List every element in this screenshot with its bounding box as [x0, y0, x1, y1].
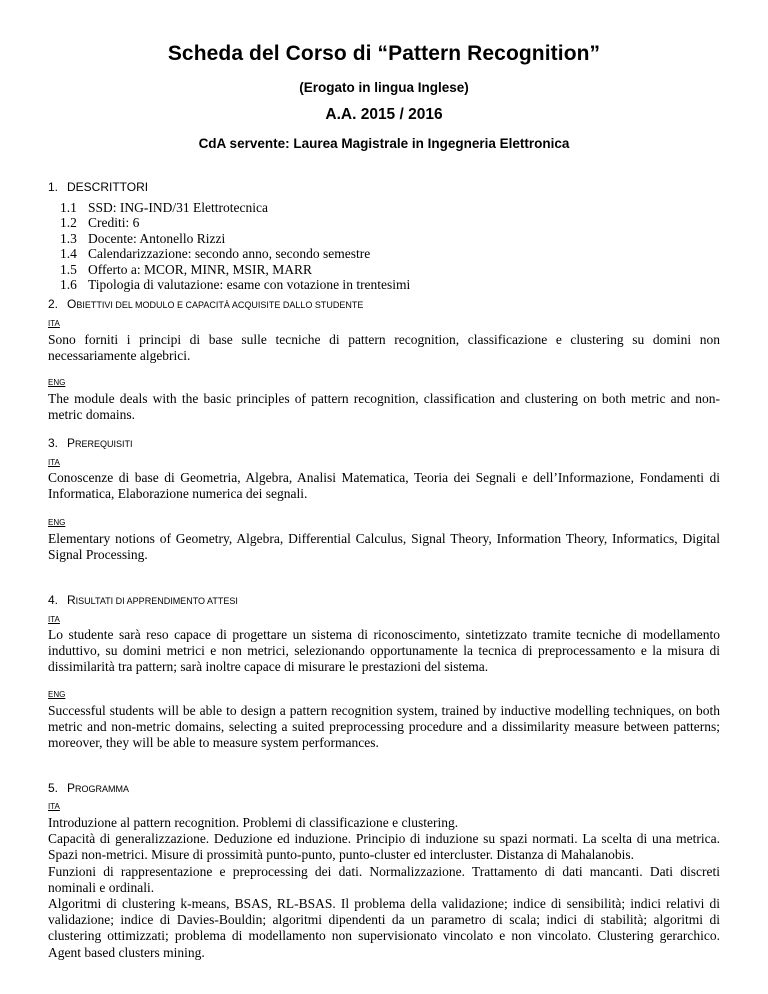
- list-item: 1.3 Docente: Antonello Rizzi: [60, 230, 226, 246]
- section-title: ISULTATI DI APPRENDIMENTO ATTESI: [75, 596, 238, 606]
- outcomes-eng: Successful students will be able to design a pattern recognition system, trained by inductive modelling techniques, on both metric and non-metric domains, selecting a suited preprocessing procedure and a dissimilarity measure between patterns; moreover, they will be able to measure system performances.: [48, 703, 720, 751]
- list-item: 1.6 Tipologia di valutazione: esame con votazione in trentesimi: [60, 277, 411, 293]
- section-number: 3.: [48, 436, 59, 450]
- program-line: Introduzione al pattern recognition. Problemi di classificazione e clustering.: [48, 815, 459, 830]
- section-number: 4.: [48, 593, 59, 607]
- list-item: 1.4 Calendarizzazione: secondo anno, secondo semestre: [60, 246, 371, 262]
- lang-label-ita: ITA: [48, 458, 60, 467]
- section-4-heading: 4. RISULTATI DI APPRENDIMENTO ATTESI: [48, 593, 238, 607]
- section-5-heading: 5. PROGRAMMA: [48, 781, 130, 795]
- prerequisites-ita: Conoscenze di base di Geometria, Algebra, Analisi Matematica, Teoria dei Segnali e dell’Informazione, Fondamenti di Informatica, Elaborazione numerica dei segnali.: [48, 470, 720, 502]
- program-ita: [48, 815, 720, 961]
- section-number: 2.: [48, 297, 59, 311]
- section-title: BIETTIVI DEL MODULO E CAPACITÀ ACQUISITE DALLO STUDENTE: [76, 300, 364, 310]
- lang-label-eng: ENG: [48, 378, 66, 387]
- list-item: 1.2 Crediti: 6: [60, 215, 140, 231]
- academic-year: A.A. 2015 / 2016: [325, 106, 443, 123]
- list-item: 1.1 SSD: ING-IND/31 Elettrotecnica: [60, 200, 268, 215]
- list-item: 1.5 Offerto a: MCOR, MINR, MSIR, MARR: [60, 261, 313, 277]
- section-3-heading: 3. PREREQUISITI: [48, 436, 133, 450]
- section-title: DESCRITTORI: [67, 180, 149, 194]
- page-subtitle: (Erogato in lingua Inglese): [299, 80, 469, 95]
- lang-label-ita: ITA: [48, 615, 60, 624]
- lang-label-ita: ITA: [48, 802, 60, 811]
- lang-label-eng: ENG: [48, 518, 66, 527]
- outcomes-ita: Lo studente sarà reso capace di progettare un sistema di riconoscimento, sintetizzato tramite tecniche di modellamento induttivo, su domini metrici e non metrici, selezionando opportunamente la tecnica di preprocessamento e la misura di dissimilarità tra pattern; sarà inoltre capace di misurare le prestazioni del sistema.: [48, 627, 720, 675]
- lang-label-eng: ENG: [48, 690, 66, 699]
- program-line: Capacità di generalizzazione. Deduzione ed induzione. Principio di induzione su spazi normati. La scelta di una metrica. Spazi non-metrici. Misure di prossimità punto-punto, punto-cluster ed intercluster. Distanza di Mahalanobis.: [48, 831, 720, 863]
- objectives-ita: Sono forniti i principi di base sulle tecniche di pattern recognition, classificazione e clustering su domini non necessariamente algebrici.: [48, 332, 720, 364]
- descriptor-list: [60, 200, 410, 292]
- section-2-heading: 2. OBIETTIVI DEL MODULO E CAPACITÀ ACQUISITE DALLO STUDENTE: [48, 297, 364, 311]
- section-number: 1.: [48, 180, 59, 194]
- program-line: Algoritmi di clustering k-means, BSAS, RL-BSAS. Il problema della validazione; indice di sensibilità; indici relativi di validazione; indice di Davies-Bouldin; algoritmi dipendenti da un parametro di scala; indici di stabilità; algoritmi di clustering ottimizzati; problema di modellamento non supervisionato vincolato e non vincolato. Clustering gerarchico. Agent based clusters mining.: [48, 896, 720, 960]
- cda-line: CdA servente: Laurea Magistrale in Ingegneria Elettronica: [198, 136, 570, 151]
- section-number: 5.: [48, 781, 59, 795]
- lang-label-ita: ITA: [48, 319, 60, 328]
- page-title: Scheda del Corso di “Pattern Recognition”: [167, 42, 601, 65]
- program-line: Funzioni di rappresentazione e preprocessing dei dati. Normalizzazione. Trattamento di dati mancanti. Dati discreti nominali e ordinali.: [48, 863, 720, 895]
- section-1-heading: [48, 180, 148, 194]
- objectives-eng: The module deals with the basic principles of pattern recognition, classification and clustering on both metric and non-metric domains.: [48, 391, 720, 423]
- section-title: REREQUISITI: [75, 439, 133, 449]
- prerequisites-eng: Elementary notions of Geometry, Algebra, Differential Calculus, Signal Theory, Information Theory, Informatics, Digital Signal Processing.: [48, 531, 720, 563]
- section-title: ROGRAMMA: [75, 784, 130, 794]
